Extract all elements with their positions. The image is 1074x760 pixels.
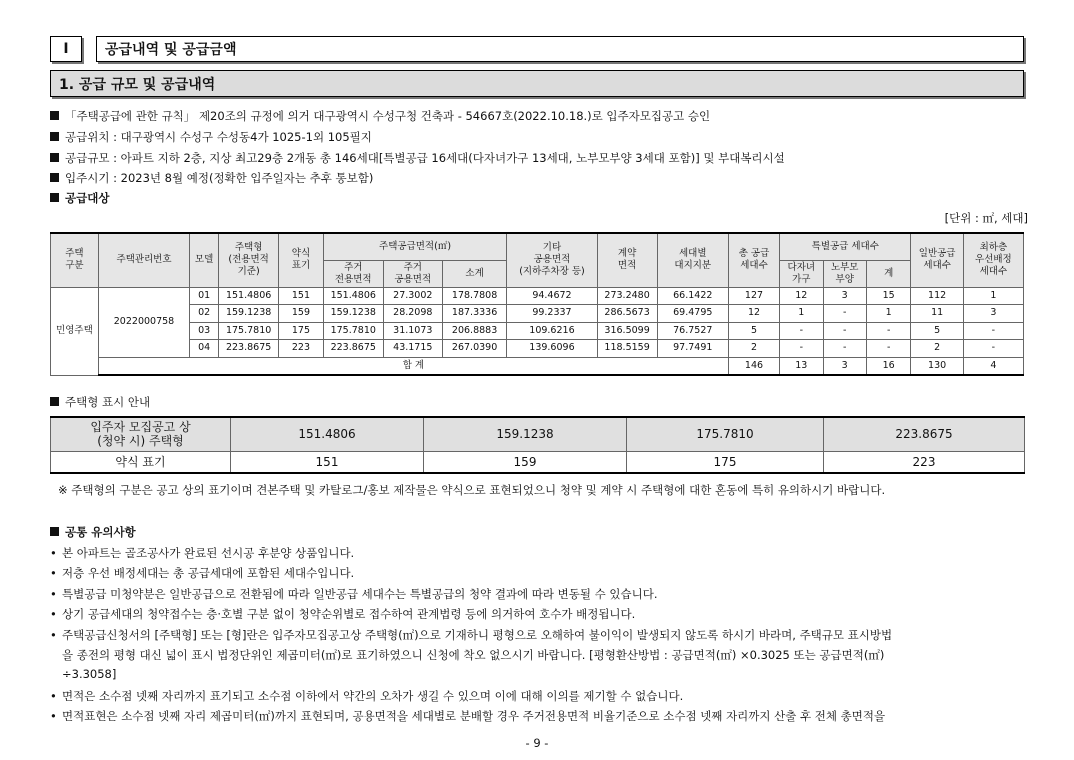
header-supply-area: 주택공급면적(㎡) xyxy=(323,233,507,260)
total-label: 합 계 xyxy=(98,357,728,375)
square-bullet-icon xyxy=(50,132,59,141)
section-number: I xyxy=(63,41,69,57)
dot-bullet-icon: • xyxy=(50,566,57,580)
table-total-row: 합 계 146 13 3 16 130 4 xyxy=(51,357,1024,375)
square-bullet-icon xyxy=(50,527,59,536)
dot-bullet-icon: • xyxy=(50,587,57,601)
section-title-box xyxy=(96,36,1024,62)
subsection-title-box xyxy=(50,70,1024,97)
header-contract-area: 계약 면적 xyxy=(597,233,657,287)
note-item: • 본 아파트는 골조공사가 완료된 선시공 후분양 상품입니다. xyxy=(50,546,355,560)
square-bullet-icon xyxy=(50,397,59,406)
dot-bullet-icon: • xyxy=(50,607,57,621)
type-display-heading: 주택형 표시 안내 xyxy=(50,394,150,410)
header-land-share: 세대별 대지지분 xyxy=(657,233,728,287)
header-elderly: 노부모 부양 xyxy=(823,260,866,287)
info-line-location: 공급위치 : 대구광역시 수성구 수성동4가 1025-1외 105필지 xyxy=(50,129,372,145)
dot-bullet-icon: • xyxy=(50,709,57,723)
note-item: • 상기 공급세대의 청약접수는 층·호별 구분 없이 청약순위별로 접수하여 관계법령 등에 의거하여 호수가 배정됩니다. xyxy=(50,607,636,621)
supply-table xyxy=(50,232,1024,376)
square-bullet-icon xyxy=(50,193,59,202)
note-item: • 주택공급신청서의 [주택형] 또는 [형]란은 입주자모집공고상 주택형(㎡)으로 기재하니 평형으로 오해하여 불이익이 발생되지 않도록 하시기 바라며, 주택규모 표시방법 xyxy=(50,628,893,642)
header-subtotal: 소계 xyxy=(442,260,507,287)
section-number-box xyxy=(50,36,82,62)
square-bullet-icon xyxy=(50,173,59,182)
header-multi-child: 다자녀 가구 xyxy=(780,260,823,287)
type-row2-label: 약식 표기 xyxy=(51,451,231,473)
header-res-common: 주거 공용면적 xyxy=(383,260,442,287)
type-display-table: 입주자 모집공고 상 (청약 시) 주택형 151.4806 159.1238 175.7810 223.8675 약식 표기 151 159 175 223 xyxy=(50,416,1025,474)
supply-target-heading: 공급대상 xyxy=(50,190,109,206)
header-lowest-floor: 최하층 우선배정 세대수 xyxy=(963,233,1023,287)
header-other-common: 기타 공용면적 (지하주차장 등) xyxy=(507,233,597,287)
common-notes-heading: 공통 유의사항 xyxy=(50,524,136,540)
header-abbr: 약식 표기 xyxy=(279,233,324,287)
note-item-continued: 을 종전의 평형 대신 넓이 표시 법정단위인 제곱미터(㎡)로 표기하였으니 신청에 착오 없으시기 바랍니다. [평형환산방법 : 공급면적(㎡) ×0.3025 또는 공급면적(㎡) xyxy=(62,648,885,662)
type-row1-label: 입주자 모집공고 상 (청약 시) 주택형 xyxy=(51,417,231,451)
page-number: - 9 - xyxy=(525,736,549,750)
header-special: 특별공급 세대수 xyxy=(780,233,911,260)
table-row: 04 223.8675 223 223.8675 43.1715 267.0390 139.6096 118.5159 97.7491 2 - - - 2 - xyxy=(51,340,1024,358)
header-special-sum: 계 xyxy=(866,260,911,287)
info-line-move-in: 입주시기 : 2023년 8월 예정(정확한 입주일자는 추후 통보함) xyxy=(50,170,373,186)
header-res-excl: 주거 전용면적 xyxy=(323,260,383,287)
header-housing-type: 주택형 (전용면적 기준) xyxy=(219,233,279,287)
house-category-cell: 민영주택 xyxy=(51,287,99,375)
header-total-units: 총 공급 세대수 xyxy=(728,233,779,287)
dot-bullet-icon: • xyxy=(50,546,57,560)
dot-bullet-icon: • xyxy=(50,689,57,703)
note-item: • 저층 우선 배정세대는 총 공급세대에 포함된 세대수입니다. xyxy=(50,566,355,580)
header-model: 모델 xyxy=(190,233,219,287)
note-item: • 특별공급 미청약분은 일반공급으로 전환됨에 따라 일반공급 세대수는 특별공급의 청약 결과에 따라 변동될 수 있습니다. xyxy=(50,587,658,601)
square-bullet-icon xyxy=(50,153,59,162)
table-row: 02 159.1238 159 159.1238 28.2098 187.3336 99.2337 286.5673 69.4795 12 1 - 1 11 3 xyxy=(51,305,1024,323)
info-line-approval: 「주택공급에 관한 규칙」 제20조의 규정에 의거 대구광역시 수성구청 건축과 - 54667호(2022.10.18.)로 입주자모집공고 승인 xyxy=(50,108,710,124)
type-footnote: ※ 주택형의 구분은 공고 상의 표기이며 견본주택 및 카탈로그/홍보 제작물은 약식으로 표현되었으니 청약 및 계약 시 주택형에 대한 혼동에 특히 유의하시기 바랍니다. xyxy=(58,483,886,497)
note-item: • 면적은 소수점 넷째 자리까지 표기되고 소수점 이하에서 약간의 오차가 생길 수 있으며 이에 대해 이의를 제기할 수 없습니다. xyxy=(50,689,684,703)
section-title: 공급내역 및 공급금액 xyxy=(105,42,237,58)
subsection-title: 1. 공급 규모 및 공급내역 xyxy=(59,76,216,93)
header-house-type: 주택 구분 xyxy=(51,233,99,287)
mgmt-number-cell: 2022000758 xyxy=(98,287,189,357)
note-item-continued: ÷3.3058] xyxy=(62,667,117,681)
note-item: • 면적표현은 소수점 넷째 자리 제곱미터(㎡)까지 표현되며, 공용면적을 세대별로 분배할 경우 주거전용면적 비율기준으로 소수점 넷째 자리까지 산출 후 전체 총면적을 xyxy=(50,709,886,723)
table-row: 민영주택 2022000758 01 151.4806 151 151.4806 27.3002 178.7808 94.4672 273.2480 66.1422 127 12 3 15 112 1 xyxy=(51,287,1024,305)
square-bullet-icon xyxy=(50,111,59,120)
unit-note: [단위 : ㎡, 세대] xyxy=(944,211,1028,225)
header-general: 일반공급 세대수 xyxy=(911,233,963,287)
table-row: 03 175.7810 175 175.7810 31.1073 206.8883 109.6216 316.5099 76.7527 5 - - - 5 - xyxy=(51,322,1024,340)
dot-bullet-icon: • xyxy=(50,628,57,642)
info-line-scale: 공급규모 : 아파트 지하 2층, 지상 최고29층 2개동 총 146세대[특별공급 16세대(다자녀가구 13세대, 노부모부양 3세대 포함)] 및 부대복리시설 xyxy=(50,150,785,166)
header-mgmt-no: 주택관리번호 xyxy=(98,233,189,287)
